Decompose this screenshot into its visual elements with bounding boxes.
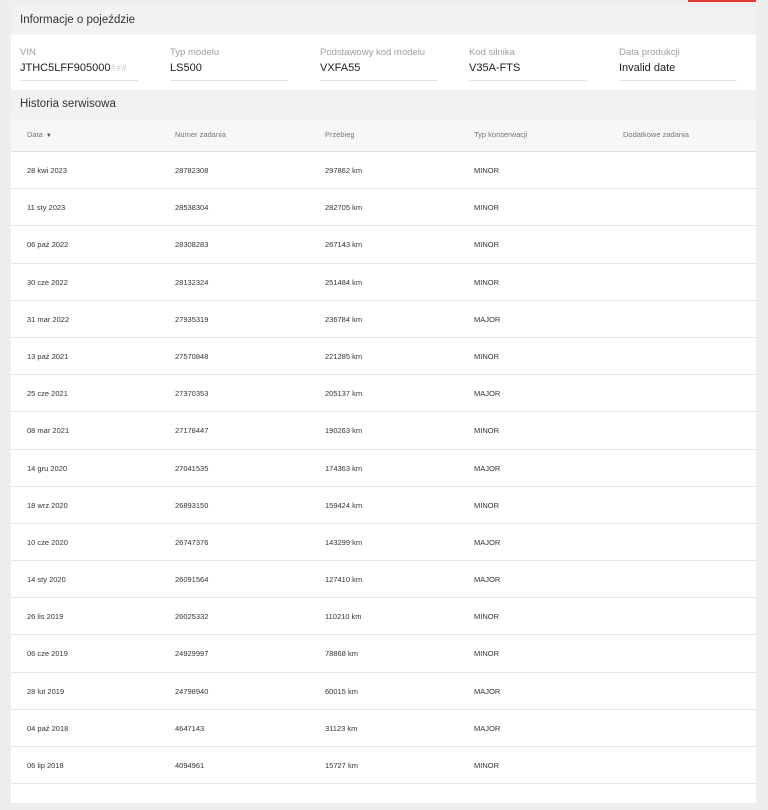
top-accent-bar: [688, 0, 756, 2]
engine-code-label: Kod silnika: [469, 47, 515, 58]
table-row: [11, 338, 756, 375]
cell-job-number: 24929997: [175, 649, 209, 659]
cell-maintenance-type: MINOR: [474, 500, 499, 510]
table-header: [11, 119, 756, 152]
cell-maintenance-type: MINOR: [474, 240, 499, 250]
cell-mileage: 205137 km: [325, 389, 363, 399]
cell-mileage: 297862 km: [325, 166, 363, 175]
cell-job-number: 26893150: [175, 500, 209, 510]
column-header-job-number: Numer zadania: [175, 130, 226, 139]
vin-masked-suffix: ###: [110, 63, 128, 73]
cell-maintenance-type: MINOR: [474, 649, 499, 659]
cell-job-number: 28132324: [175, 277, 209, 287]
cell-maintenance-type: MAJOR: [474, 389, 501, 399]
cell-date: 25 cze 2021: [27, 389, 68, 399]
table-row: [11, 264, 756, 301]
model-type-value: LS500: [170, 62, 202, 74]
table-row: [11, 301, 756, 338]
cell-date: 06 lip 2018: [27, 761, 64, 770]
table-row: [11, 450, 756, 487]
cell-mileage: 251484 km: [325, 277, 363, 287]
vin-label: VIN: [20, 47, 36, 58]
cell-mileage: 174363 km: [325, 463, 363, 473]
table-row: [11, 487, 756, 524]
cell-mileage: 159424 km: [325, 500, 363, 510]
cell-date: 28 lut 2019: [27, 686, 65, 696]
cell-job-number: 24798940: [175, 686, 209, 696]
vehicle-card: [11, 6, 756, 803]
cell-job-number: 27570848: [175, 351, 209, 361]
column-header-maintenance-type: Typ konserwacji: [474, 130, 528, 139]
cell-mileage: 221285 km: [325, 351, 363, 361]
model-type-field: [170, 47, 288, 81]
cell-maintenance-type: MINOR: [474, 351, 499, 361]
cell-mileage: 143299 km: [325, 537, 363, 547]
production-date-value: Invalid date: [619, 62, 676, 74]
cell-job-number: 27370353: [175, 389, 209, 399]
base-model-code-label: Podstawowy kod modelu: [320, 47, 426, 58]
cell-job-number: 28308283: [175, 240, 209, 250]
engine-code-field: [469, 47, 587, 81]
cell-maintenance-type: MINOR: [474, 612, 499, 622]
cell-mileage: 236784 km: [325, 314, 363, 324]
cell-job-number: 4094961: [175, 761, 205, 770]
cell-maintenance-type: MINOR: [474, 761, 499, 770]
cell-date: 04 paź 2018: [27, 723, 69, 733]
cell-job-number: 28538304: [175, 203, 209, 213]
cell-maintenance-type: MAJOR: [474, 575, 501, 585]
cell-maintenance-type: MINOR: [474, 203, 499, 213]
cell-date: 11 sty 2023: [27, 203, 66, 213]
cell-mileage: 110210 km: [325, 612, 362, 622]
cell-maintenance-type: MAJOR: [474, 686, 501, 696]
vin-field: [20, 47, 138, 81]
cell-job-number: 26747376: [175, 537, 209, 547]
cell-maintenance-type: MAJOR: [474, 723, 501, 733]
cell-maintenance-type: MINOR: [474, 166, 499, 175]
cell-maintenance-type: MINOR: [474, 277, 499, 287]
service-history-title: Historia serwisowa: [11, 90, 756, 119]
cell-mileage: 267143 km: [325, 240, 363, 250]
production-date-field: [619, 47, 737, 81]
cell-job-number: 28782308: [175, 166, 209, 175]
cell-job-number: 27178447: [175, 426, 209, 436]
cell-mileage: 78868 km: [325, 649, 358, 659]
engine-code-value: V35A-FTS: [469, 62, 521, 74]
table-row: [11, 710, 756, 747]
cell-job-number: 27041535: [175, 463, 209, 473]
cell-job-number: 26091564: [175, 575, 209, 585]
cell-date: 13 paź 2021: [27, 351, 69, 361]
cell-job-number: 26025332: [175, 612, 209, 622]
base-model-code-value: VXFA55: [320, 62, 361, 74]
cell-mileage: 60015 km: [325, 686, 358, 696]
cell-mileage: 31123 km: [325, 723, 358, 733]
cell-maintenance-type: MINOR: [474, 426, 499, 436]
cell-date: 14 sty 2020: [27, 575, 66, 585]
table-row: [11, 673, 756, 710]
cell-maintenance-type: MAJOR: [474, 314, 501, 324]
base-model-code-field: [320, 47, 438, 81]
column-header-mileage: Przebieg: [325, 130, 355, 139]
cell-date: 31 mar 2022: [27, 314, 70, 324]
column-header-additional-tasks: Dodatkowe zadania: [623, 130, 689, 139]
cell-date: 18 wrz 2020: [27, 500, 68, 510]
table-row: [11, 226, 756, 263]
sort-down-icon: ▼: [45, 133, 52, 139]
vehicle-info-row: [11, 35, 756, 90]
cell-date: 06 cze 2019: [27, 649, 68, 659]
vin-visible: JTHC5LFF905000: [20, 62, 111, 74]
table-row: [11, 598, 756, 635]
cell-date: 26 lis 2019: [27, 612, 64, 622]
cell-mileage: 190263 km: [325, 426, 363, 436]
cell-date: 06 paź 2022: [27, 240, 69, 250]
table-row: [11, 412, 756, 449]
cell-date: 14 gru 2020: [27, 463, 68, 473]
vin-value: [20, 61, 138, 76]
cell-date: 08 mar 2021: [27, 426, 70, 436]
table-row: [11, 524, 756, 561]
table-body: [11, 152, 756, 784]
cell-maintenance-type: MAJOR: [474, 537, 501, 547]
table-row: [11, 747, 756, 784]
column-header-date[interactable]: Data ▼: [27, 130, 52, 139]
cell-mileage: 282705 km: [325, 203, 363, 213]
cell-date: 28 kwi 2023: [27, 166, 68, 175]
cell-mileage: 15727 km: [325, 761, 358, 770]
vehicle-info-title: Informacje o pojeździe: [11, 6, 756, 35]
table-row: [11, 561, 756, 598]
cell-mileage: 127410 km: [325, 575, 363, 585]
production-date-label: Data produkcji: [619, 47, 680, 58]
cell-job-number: 27935319: [175, 314, 209, 324]
cell-maintenance-type: MAJOR: [474, 463, 501, 473]
cell-date: 30 cze 2022: [27, 277, 68, 287]
cell-job-number: 4647143: [175, 723, 205, 733]
table-row: [11, 189, 756, 226]
table-row: [11, 375, 756, 412]
table-row: [11, 635, 756, 672]
cell-date: 10 cze 2020: [27, 537, 68, 547]
table-row: [11, 152, 756, 189]
model-type-label: Typ modelu: [170, 47, 220, 58]
